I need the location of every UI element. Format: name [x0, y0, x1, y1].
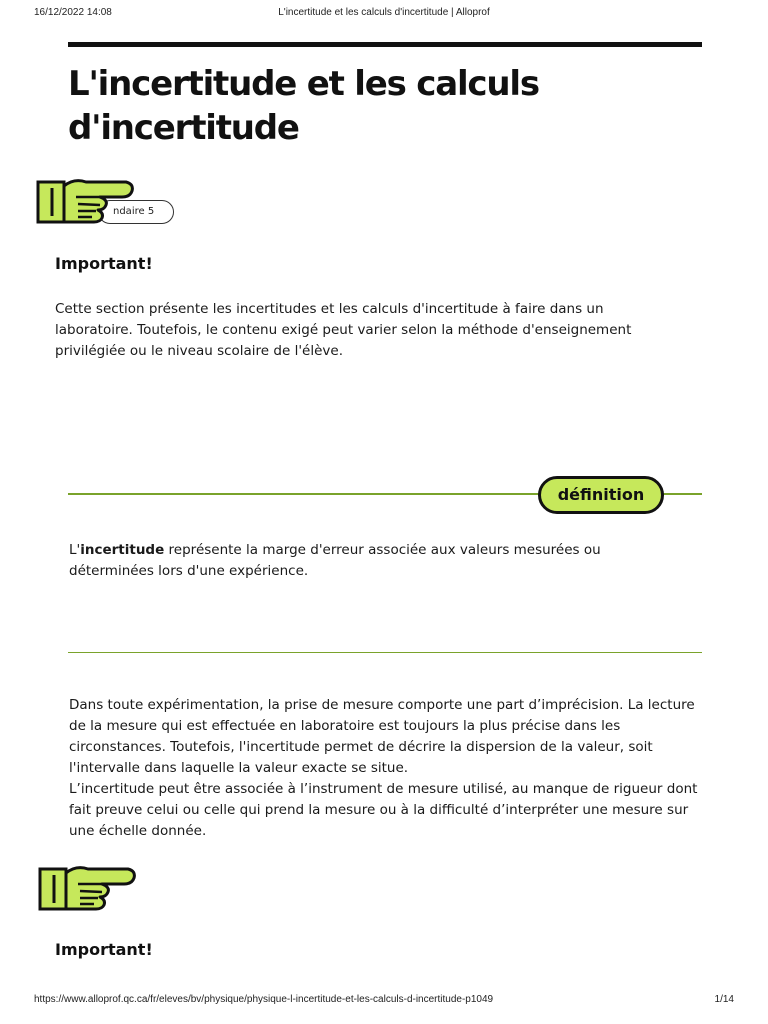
definition-prefix: L': [69, 542, 81, 558]
level-badge[interactable]: ndaire 5: [98, 200, 174, 224]
body-text: [69, 695, 709, 842]
important-text: Cette section présente les incertitudes et les calculs d'incertitude à faire dans un laboratoire. Toutefois, le contenu exigé peut varier selon la méthode d'enseignement privilégiée ou le niveau scolaire de l'élève.: [55, 301, 632, 359]
body-paragraph-1: Dans toute expérimentation, la prise de mesure comporte une part d’imprécision. La lecture de la mesure qui est effectuée en laboratoire est toujours la plus précise dans les circonstances. Toutefois, l'incertitude permet de décrire la dispersion de la valeur, soit l'intervalle dans laquelle la valeur exacte se situe.: [69, 697, 695, 776]
print-url: https://www.alloprof.qc.ca/fr/eleves/bv/physique/physique-l-incertitude-et-les-calculs-d-incertitude-p1049: [34, 994, 494, 1005]
top-divider: [68, 42, 702, 47]
definition-body: représente la marge d'erreur associée aux valeurs mesurées ou déterminées lors d'une expérience.: [69, 542, 601, 579]
pointing-hand-icon: [34, 170, 134, 228]
important-heading: Important!: [55, 940, 153, 959]
definition-badge: définition: [538, 476, 664, 514]
print-page-number: 1/14: [714, 994, 734, 1005]
page-title: L'incertitude et les calculs d'incertitude: [68, 64, 539, 148]
print-date: 16/12/2022 14:08: [34, 7, 112, 18]
important-heading: Important!: [55, 254, 153, 273]
section-divider: [68, 652, 702, 653]
definition-text: [69, 540, 669, 582]
definition-term: incertitude: [80, 542, 165, 558]
body-paragraph-2: L’incertitude peut être associée à l’instrument de mesure utilisé, au manque de rigueur dont fait preuve celui ou celle qui prend la mesure ou à la difficulté d’interpréter une mesure sur une échelle donnée.: [69, 781, 698, 839]
print-page-title: L'incertitude et les calculs d'incertitude | Alloprof: [278, 7, 490, 18]
pointing-hand-icon: [36, 857, 136, 915]
